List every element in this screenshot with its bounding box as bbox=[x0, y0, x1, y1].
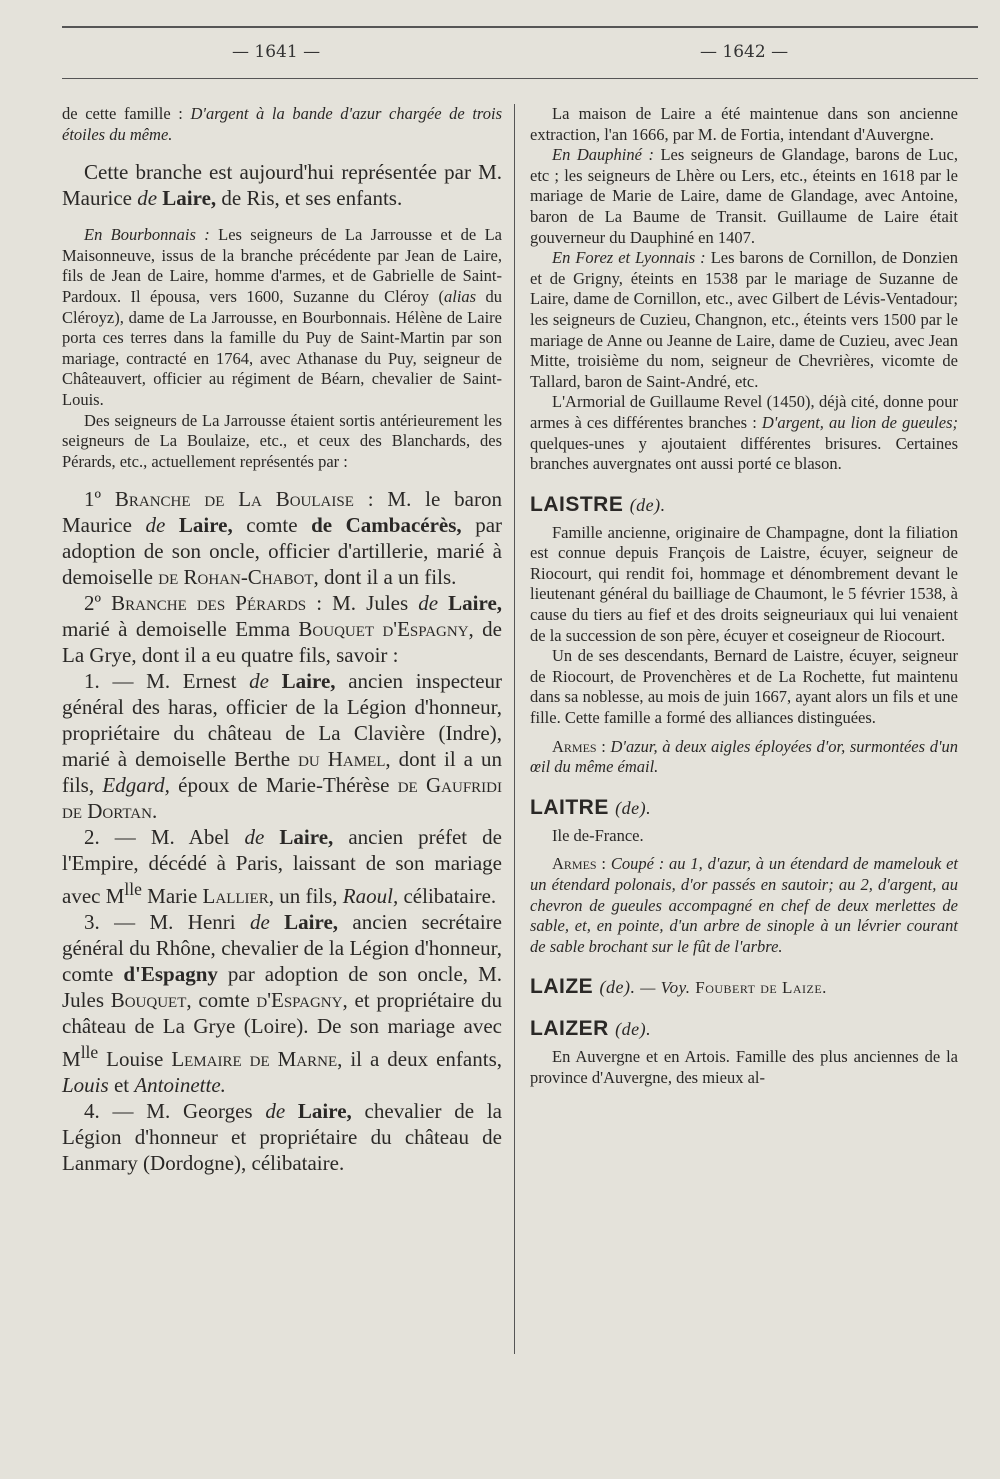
paragraph-laitre-region: Ile de-France. bbox=[552, 825, 644, 845]
right-column bbox=[530, 104, 958, 1089]
paragraph-branche-perards: 2º Branche des Pérards : M. Jules de Laire, marié à demoiselle Emma Bouquet d'Espagny, de La Grye, dont il a eu quatre fils, savoir : bbox=[62, 591, 503, 668]
paragraph-laistre-armes: Armes : D'azur, à deux aigles éployées d'or, surmontées d'un œil du même émail. bbox=[530, 736, 958, 777]
header-rule bbox=[62, 78, 978, 79]
paragraph-laitre-armes: Armes : Coupé : au 1, d'azur, à un étendard de mamelouk et un étendard polonais, d'or passés en sautoir; au 2, d'argent, au chevron de gueules accompagné en chef de deux merlettes de sable, et, en pointe, d'un arbre de sinople à un lévrier courant de sable brochant sur le fût de l'arbre. bbox=[530, 854, 958, 956]
top-rule bbox=[62, 26, 978, 28]
paragraph-branche-boulaise: 1º Branche de La Boulaise : M. le baron Maurice de Laire, comte de Cambacérès, par adoption de son oncle, officier d'artillerie, marié à demoiselle de Rohan-Chabot, dont il a un fils. bbox=[62, 487, 503, 590]
entry-heading-laitre: LAITRE (de). bbox=[530, 795, 652, 819]
paragraph-bourbonnais: En Bourbonnais : Les seigneurs de La Jarrousse et de La Maisonneuve, issus de la branche précédente par Jean de Laire, fils de Jean de Laire, homme d'armes, et de Gabrielle de Saint-Pardoux. Il épousa, vers 1600, Suzanne du Cléroy (alias du Cléroyz), dame de La Jarrousse, en Bourbonnais. Hélène de Laire porta ces terres dans la famille du Puy de Saint-Martin par son mariage, contracté en 1764, avec Athanase du Puy, seigneur de Châteauvert, officier au régiment de Béarn, chevalier de Saint-Louis. bbox=[62, 225, 503, 409]
paragraph-son-henri: 3. — M. Henri de Laire, ancien secrétaire général du Rhône, chevalier de la Légion d'honneur, comte d'Espagny par adoption de son oncle, M. Jules Bouquet, comte d'Espagny, et propriétaire du château de La Grye (Loire). De son mariage avec $M^{lle}$ Louise Lemaire de Marne, il a deux enfants, Louis et Antoinette. bbox=[62, 910, 502, 1098]
paragraph-son-georges: 4. — M. Georges de Laire, chevalier de la Légion d'honneur et propriétaire du château de Lanmary (Dordogne), célibataire. bbox=[62, 1099, 502, 1176]
paragraph-arms-intro: de cette famille : D'argent à la bande d'azur chargée de trois étoiles du même. bbox=[62, 104, 502, 144]
left-column bbox=[62, 104, 502, 1176]
paragraph-laizer: En Auvergne et en Artois. Famille des plus anciennes de la province d'Auvergne, des mieux al- bbox=[530, 1047, 958, 1087]
paragraph-maintenue: La maison de Laire a été maintenue dans son ancienne extraction, l'an 1666, par M. de Fortia, intendant d'Auvergne. bbox=[530, 104, 958, 144]
paragraph-son-ernest: 1. — M. Ernest de Laire, ancien inspecteur général des haras, officier de la Légion d'honneur, propriétaire du château de La Clavière (Indre), marié à demoiselle Berthe du Hamel, dont il a un fils, Edgard, époux de Marie-Thérèse de Gaufridi de Dortan. bbox=[62, 669, 503, 824]
column-divider bbox=[514, 104, 515, 1354]
paragraph-forez: En Forez et Lyonnais : Les barons de Cornillon, de Donzien et de Grigny, éteints en 1538 par le mariage de Suzanne de Laire, dame de Cornillon, etc., avec Gilbert de Lévis-Ventadour; les seigneurs de Cuzieu, Changnon, etc., éteints vers 1500 par le mariage de Anne ou Jeanne de Laire, dame de Cuzieu, avec Jean Mitte, troisième du nom, seigneur de Chevrières, vicomte de Tallard, baron de Saint-André, etc. bbox=[530, 248, 958, 391]
paragraph-son-abel: 2. — M. Abel de Laire, ancien préfet de l'Empire, décédé à Paris, laissant de son mariage avec $M^{lle}$ Marie Lallier, un fils, Raoul, célibataire. bbox=[62, 825, 502, 909]
entry-heading-laize: LAIZE (de). — Voy. Foubert de Laize. bbox=[530, 975, 827, 999]
right-page-number: — 1642 — bbox=[700, 42, 789, 62]
entry-heading-laistre: LAISTRE (de). bbox=[530, 492, 666, 516]
left-page-number: — 1641 — bbox=[232, 42, 321, 62]
paragraph-laistre-descendant: Un de ses descendants, Bernard de Laistre, écuyer, seigneur de Riocourt, de Provenchères et de La Rochette, fut maintenu dans sa noblesse, au mois de juin 1667, ayant alors un fils et une fille. Cette famille a formé des alliances distinguées. bbox=[530, 646, 958, 728]
entry-heading-laizer: LAIZER (de). bbox=[530, 1017, 652, 1041]
paragraph-armorial: L'Armorial de Guillaume Revel (1450), déjà cité, donne pour armes à ces différentes branches : D'argent, au lion de gueules; quelques-unes y ajoutaient différentes brisures. Certaines branches auvergnates ont aussi porté ce blason. bbox=[530, 392, 958, 474]
paragraph-laistre-origin: Famille ancienne, originaire de Champagne, dont la filiation est connue depuis François de Laistre, écuyer, seigneur de Riocourt, qui rendit foi, hommage et dénombrement devant le lieutenant général du bailliage de Chaumont, le 5 février 1538, à cause du tiers au fief et des droits seigneuriaux qui lui venaient de la succession de son père, écuyer et coseigneur de Riocourt. bbox=[530, 522, 958, 645]
paragraph-branch-ris: Cette branche est aujourd'hui représentée par M. Maurice de Laire, de Ris, et ses enfants. bbox=[62, 160, 502, 211]
paragraph-seigneurs: Des seigneurs de La Jarrousse étaient sortis antérieurement les seigneurs de La Boulaize, etc., et ceux des Blanchards, des Pérards, etc., actuellement représentés par : bbox=[62, 410, 502, 471]
paragraph-dauphine: En Dauphiné : Les seigneurs de Glandage, barons de Luc, etc ; les seigneurs de Lhère ou Lers, etc., éteints en 1618 par le mariage de Marie de Laire, dame de Glandage, avec Antoine, baron de La Baume de Transit. Guillaume de Laire était gouverneur du Dauphiné en 1407. bbox=[530, 145, 958, 247]
